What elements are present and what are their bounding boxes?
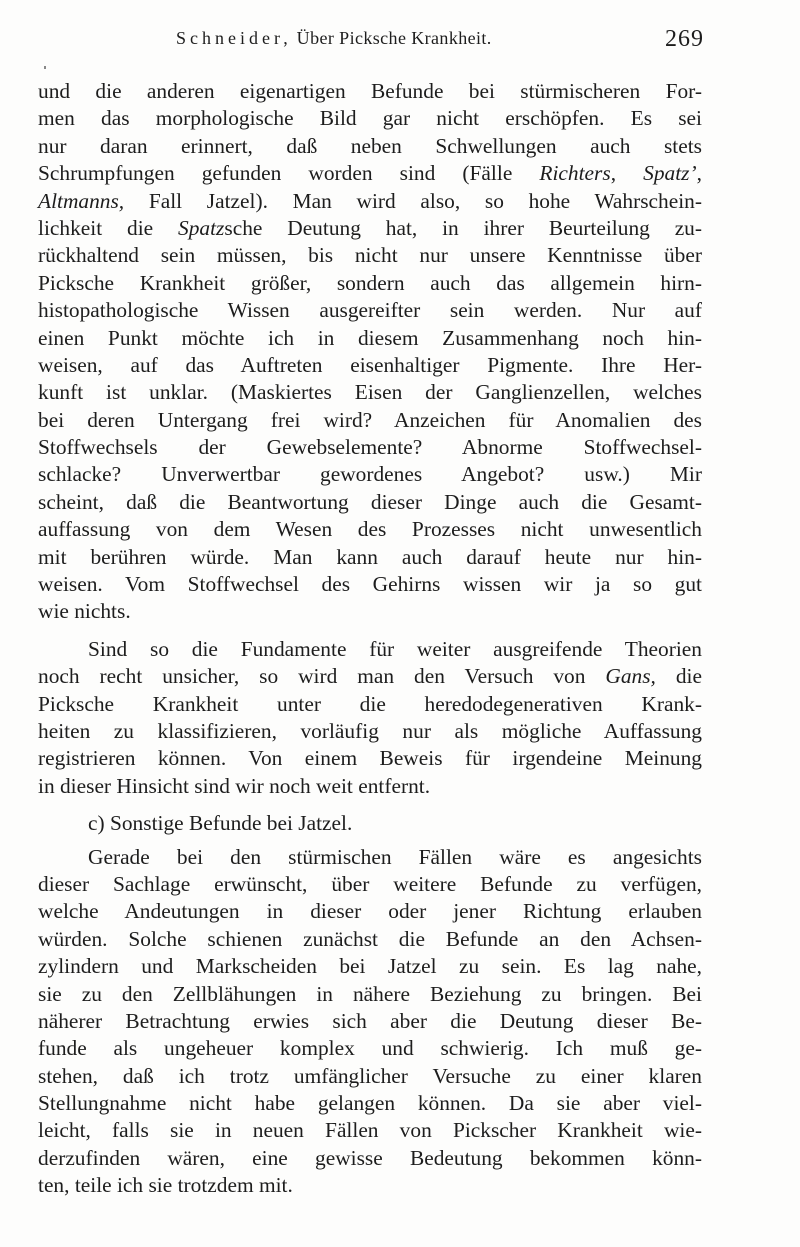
text-line [38,844,702,871]
text-run: sie zu den Zellblähungen in nähere Beziehung zu bringen. Bei [38,981,702,1006]
text-line [38,325,702,352]
text-run: men das morphologische Bild gar nicht erschöpfen. Es sei [38,106,702,131]
text-line [38,691,702,718]
text-run: würden. Solche schienen zunächst die Befunde an den Achsen- [38,926,702,951]
italic-name: Spatz’ [643,161,697,186]
paragraph-3 [38,844,702,1200]
text-run: scheint, daß die Beantwortung dieser Dinge auch die Gesamt- [38,489,702,514]
text-line [38,379,702,406]
text-line [38,544,702,571]
text-line [38,663,702,690]
text-run: wie nichts. [38,599,131,624]
text-line [38,926,702,953]
text-line [38,773,702,800]
text-run: mit berühren würde. Man kann auch darauf heute nur hin- [38,544,702,569]
text-run: lichkeit die [38,215,179,240]
text-line [38,981,702,1008]
text-line [38,242,702,269]
text-run: die [655,664,702,689]
paragraph-1 [38,78,702,626]
text-line [38,718,702,745]
text-line [38,898,702,925]
text-run: noch recht unsicher, so wird man den Versuch von [38,664,606,689]
text-run: kunft ist unklar. (Maskiertes Eisen der Ganglienzellen, welches [38,380,702,405]
text-line [38,745,702,772]
text-run: Gerade bei den stürmischen Fällen wäre es angesichts [88,844,702,869]
text-run: , [610,161,644,186]
header-title: Über Picksche Krankheit. [296,28,492,48]
text-line [38,1063,702,1090]
text-run: weisen, auf das Auftreten eisenhaltiger Pigmente. Ihre Her- [38,352,702,377]
text-run: auffassung von dem Wesen des Prozesses nicht unwesentlich [38,517,702,542]
text-line [38,1090,702,1117]
text-run: dieser Sachlage erwünscht, über weitere Befunde zu verfügen, [38,871,702,896]
text-run: sche Deutung hat, in ihrer Beurteilung zu- [224,215,703,240]
text-line [38,352,702,379]
text-run: heiten zu klassifizieren, vorläufig nur als mögliche Auffassung [38,718,702,743]
text-run: Sind so die Fundamente für weiter ausgreifende Theorien [88,636,702,661]
text-run: funde als ungeheuer komplex und schwierig. Ich muß ge- [38,1036,702,1061]
text-line [38,636,702,663]
text-line [38,598,702,625]
text-line [38,571,702,598]
text-run: derzufinden wären, eine gewisse Bedeutung bekommen könn- [38,1145,702,1170]
text-run: schlacke? Unverwertbar gewordenes Angebot? usw.) Mir [38,462,702,487]
text-line [38,188,702,215]
page-number: 269 [665,26,704,52]
header-author: Schneider, [176,28,292,48]
text-line [38,953,702,980]
text-run: Picksche Krankheit größer, sondern auch das allgemein hirn- [38,270,702,295]
text-run: stehen, daß ich trotz umfänglicher Versuche zu einer klaren [38,1063,702,1088]
text-line [38,105,702,132]
running-title [176,28,492,49]
text-run: welche Andeutungen in dieser oder jener Richtung erlauben [38,899,702,924]
text-run: ten, teile ich sie trotzdem mit. [38,1173,293,1198]
text-line [38,1035,702,1062]
text-run: histopathologische Wissen ausgereifter sein werden. Nur auf [38,298,702,323]
text-line [38,1008,702,1035]
italic-name: Gans, [605,664,656,689]
print-speck [44,66,46,69]
text-run: näherer Betrachtung erwies sich aber die Deutung dieser Be- [38,1008,702,1033]
text-line [38,871,702,898]
text-line [38,1117,702,1144]
text-run: Stellungnahme nicht habe gelangen können. Da sie aber viel- [38,1091,702,1116]
text-run: rückhaltend sein müssen, bis nicht nur unsere Kenntnisse über [38,243,702,268]
text-run: Picksche Krankheit unter die heredodegenerativen Krank- [38,691,702,716]
text-line [38,407,702,434]
paragraph-2 [38,636,702,800]
text-run: nur daran erinnert, daß neben Schwellungen auch stets [38,133,702,158]
section-heading: c) Sonstige Befunde bei Jatzel. [88,811,353,836]
running-header [0,26,800,56]
text-line [38,215,702,242]
text-line [38,270,702,297]
italic-name: Altmanns, [38,188,125,213]
text-run: einen Punkt möchte ich in diesem Zusammenhang noch hin- [38,325,702,350]
text-line [38,434,702,461]
text-run: zylindern und Markscheiden bei Jatzel zu sein. Es lag nahe, [38,954,702,979]
text-line [38,78,702,105]
text-line [38,160,702,187]
text-line [38,1172,702,1199]
text-line [38,297,702,324]
italic-name: Spatz [178,215,225,240]
text-run: Schrumpfungen gefunden worden sind (Fälle [38,161,540,186]
italic-name: Richters [539,161,611,186]
text-run: registrieren können. Von einem Beweis für irgendeine Meinung [38,746,702,771]
text-line [38,1145,702,1172]
text-run: und die anderen eigenartigen Befunde bei stürmischeren For- [38,79,702,103]
text-run: Fall Jatzel). Man wird also, so hohe Wahrschein- [124,188,702,213]
text-run: leicht, falls sie in neuen Fällen von Pickscher Krankheit wie- [38,1118,702,1143]
text-run: bei deren Untergang frei wird? Anzeichen für Anomalien des [38,407,702,432]
text-line [38,461,702,488]
text-run: , [696,161,702,186]
text-run: in dieser Hinsicht sind wir noch weit entfernt. [38,773,431,798]
text-line [38,489,702,516]
text-line [38,133,702,160]
text-run: weisen. Vom Stoffwechsel des Gehirns wissen wir ja so gut [38,572,702,597]
text-run: Stoffwechsels der Gewebselemente? Abnorme Stoffwechsel- [38,435,702,460]
body-text [38,78,702,1200]
text-line [38,516,702,543]
